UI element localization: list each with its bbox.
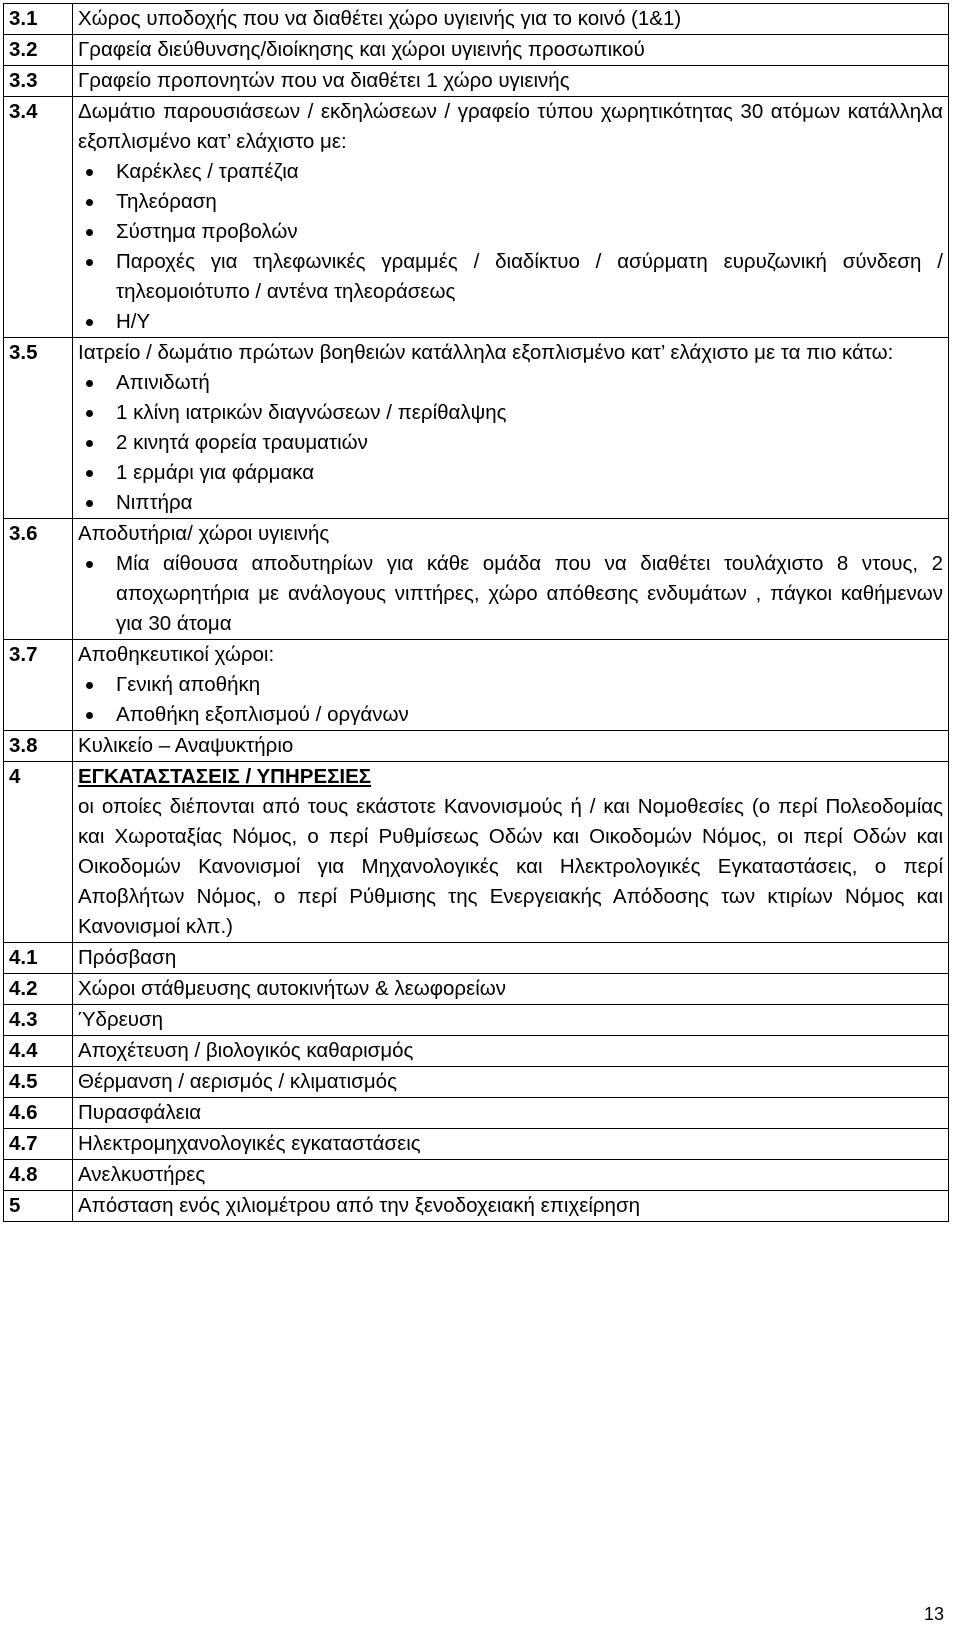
table-row	[4, 1191, 949, 1222]
table-row	[4, 1098, 949, 1129]
row-text: Ύδρευση	[73, 1005, 949, 1036]
list-item: Η/Υ	[78, 307, 943, 337]
requirements-table	[3, 3, 949, 1222]
row-number: 3.1	[4, 4, 73, 35]
table-row	[4, 97, 949, 338]
row-number: 3.5	[4, 338, 73, 519]
row-text: Πρόσβαση	[73, 943, 949, 974]
row-number: 5	[4, 1191, 73, 1222]
row-number: 4.6	[4, 1098, 73, 1129]
row-number: 4.2	[4, 974, 73, 1005]
row-text: Δωμάτιο παρουσιάσεων / εκδηλώσεων / γραφείο τύπου χωρητικότητας 30 ατόμων κατάλληλα εξοπλισμένο κατ’ ελάχιστο με:	[78, 100, 943, 153]
list-item: Απινιδωτή	[78, 368, 943, 398]
table-row	[4, 1005, 949, 1036]
row-number: 4.7	[4, 1129, 73, 1160]
row-number: 3.7	[4, 640, 73, 731]
table-row	[4, 762, 949, 943]
list-item: Καρέκλες / τραπέζια	[78, 157, 943, 187]
list-item: Τηλεόραση	[78, 187, 943, 217]
table-row	[4, 974, 949, 1005]
row-number: 4.4	[4, 1036, 73, 1067]
row-text: Αποχέτευση / βιολογικός καθαρισμός	[73, 1036, 949, 1067]
list-item: 1 ερμάρι για φάρμακα	[78, 458, 943, 488]
row-content	[73, 519, 949, 640]
row-number: 4.1	[4, 943, 73, 974]
section-heading: ΕΓΚΑΤΑΣΤΑΣΕΙΣ / ΥΠΗΡΕΣΙΕΣ	[78, 765, 372, 788]
row-number: 3.6	[4, 519, 73, 640]
row-text: Θέρμανση / αερισμός / κλιματισμός	[73, 1067, 949, 1098]
table-row	[4, 640, 949, 731]
row-number: 4.8	[4, 1160, 73, 1191]
row-number: 3.3	[4, 66, 73, 97]
list-item: Μία αίθουσα αποδυτηρίων για κάθε ομάδα που να διαθέτει τουλάχιστο 8 ντους, 2 αποχωρητήρια με ανάλογους νιπτήρες, χώρο απόθεσης ενδυμάτων , πάγκοι καθήμενων για 30 άτομα	[78, 549, 943, 639]
row-text: Ηλεκτρομηχανολογικές εγκαταστάσεις	[73, 1129, 949, 1160]
row-text: Χώρος υποδοχής που να διαθέτει χώρο υγιεινής για το κοινό (1&1)	[73, 4, 949, 35]
row-text: Απόσταση ενός χιλιομέτρου από την ξενοδοχειακή επιχείρηση	[73, 1191, 949, 1222]
table-row	[4, 519, 949, 640]
row-content	[73, 338, 949, 519]
list-item: Παροχές για τηλεφωνικές γραμμές / διαδίκτυο / ασύρματη ευρυζωνική σύνδεση / τηλεομοιότυπο / αντένα τηλεοράσεως	[78, 247, 943, 307]
list-item: Αποθήκη εξοπλισμού / οργάνων	[78, 700, 943, 730]
row-number: 4.3	[4, 1005, 73, 1036]
row-text: Κυλικείο – Αναψυκτήριο	[73, 731, 949, 762]
row-text: Γραφείο προπονητών που να διαθέτει 1 χώρο υγιεινής	[73, 66, 949, 97]
row-content	[73, 97, 949, 338]
row-text: Πυρασφάλεια	[73, 1098, 949, 1129]
list-item: 2 κινητά φορεία τραυματιών	[78, 428, 943, 458]
table-row	[4, 731, 949, 762]
table-row	[4, 66, 949, 97]
row-number: 3.2	[4, 35, 73, 66]
row-number: 3.4	[4, 97, 73, 338]
row-text: Γραφεία διεύθυνσης/διοίκησης και χώροι υγιεινής προσωπικού	[73, 35, 949, 66]
bullet-list	[78, 670, 943, 730]
table-row	[4, 35, 949, 66]
row-text: Αποθηκευτικοί χώροι:	[78, 643, 275, 666]
row-text: Αποδυτήρια/ χώροι υγιεινής	[78, 522, 330, 545]
list-item: Γενική αποθήκη	[78, 670, 943, 700]
bullet-list	[78, 157, 943, 337]
table-row	[4, 4, 949, 35]
bullet-list	[78, 549, 943, 639]
row-text: Ιατρείο / δωμάτιο πρώτων βοηθειών κατάλληλα εξοπλισμένο κατ’ ελάχιστο με τα πιο κάτω:	[78, 341, 894, 364]
bullet-list	[78, 368, 943, 518]
table-row	[4, 338, 949, 519]
row-text: Ανελκυστήρες	[73, 1160, 949, 1191]
page-number: 13	[923, 1604, 944, 1624]
list-item: Σύστημα προβολών	[78, 217, 943, 247]
row-text: Χώροι στάθμευσης αυτοκινήτων & λεωφορείων	[73, 974, 949, 1005]
table-row	[4, 1160, 949, 1191]
row-text: οι οποίες διέπονται από τους εκάστοτε Κανονισμούς ή / και Νομοθεσίες (ο περί Πολεοδομίας και Χωροταξίας Νόμος, ο περί Ρυθμίσεως Οδών και Οικοδομών Νόμος, οι περί Οδών και Οικοδομών Κανονισμοί για Μηχανολογικές και Ηλεκτρολογικές Εγκαταστάσεις, ο περί Αποβλήτων Νόμος, ο περί Ρύθμισης της Ενεργειακής Απόδοσης των κτιρίων Νόμος και Κανονισμοί κλπ.)	[78, 795, 943, 938]
table-row	[4, 1129, 949, 1160]
list-item: 1 κλίνη ιατρικών διαγνώσεων / περίθαλψης	[78, 398, 943, 428]
table-row	[4, 1036, 949, 1067]
row-content	[73, 640, 949, 731]
list-item: Νιπτήρα	[78, 488, 943, 518]
table-row	[4, 943, 949, 974]
row-number: 4.5	[4, 1067, 73, 1098]
row-number: 4	[4, 762, 73, 943]
row-content	[73, 762, 949, 943]
row-number: 3.8	[4, 731, 73, 762]
table-row	[4, 1067, 949, 1098]
